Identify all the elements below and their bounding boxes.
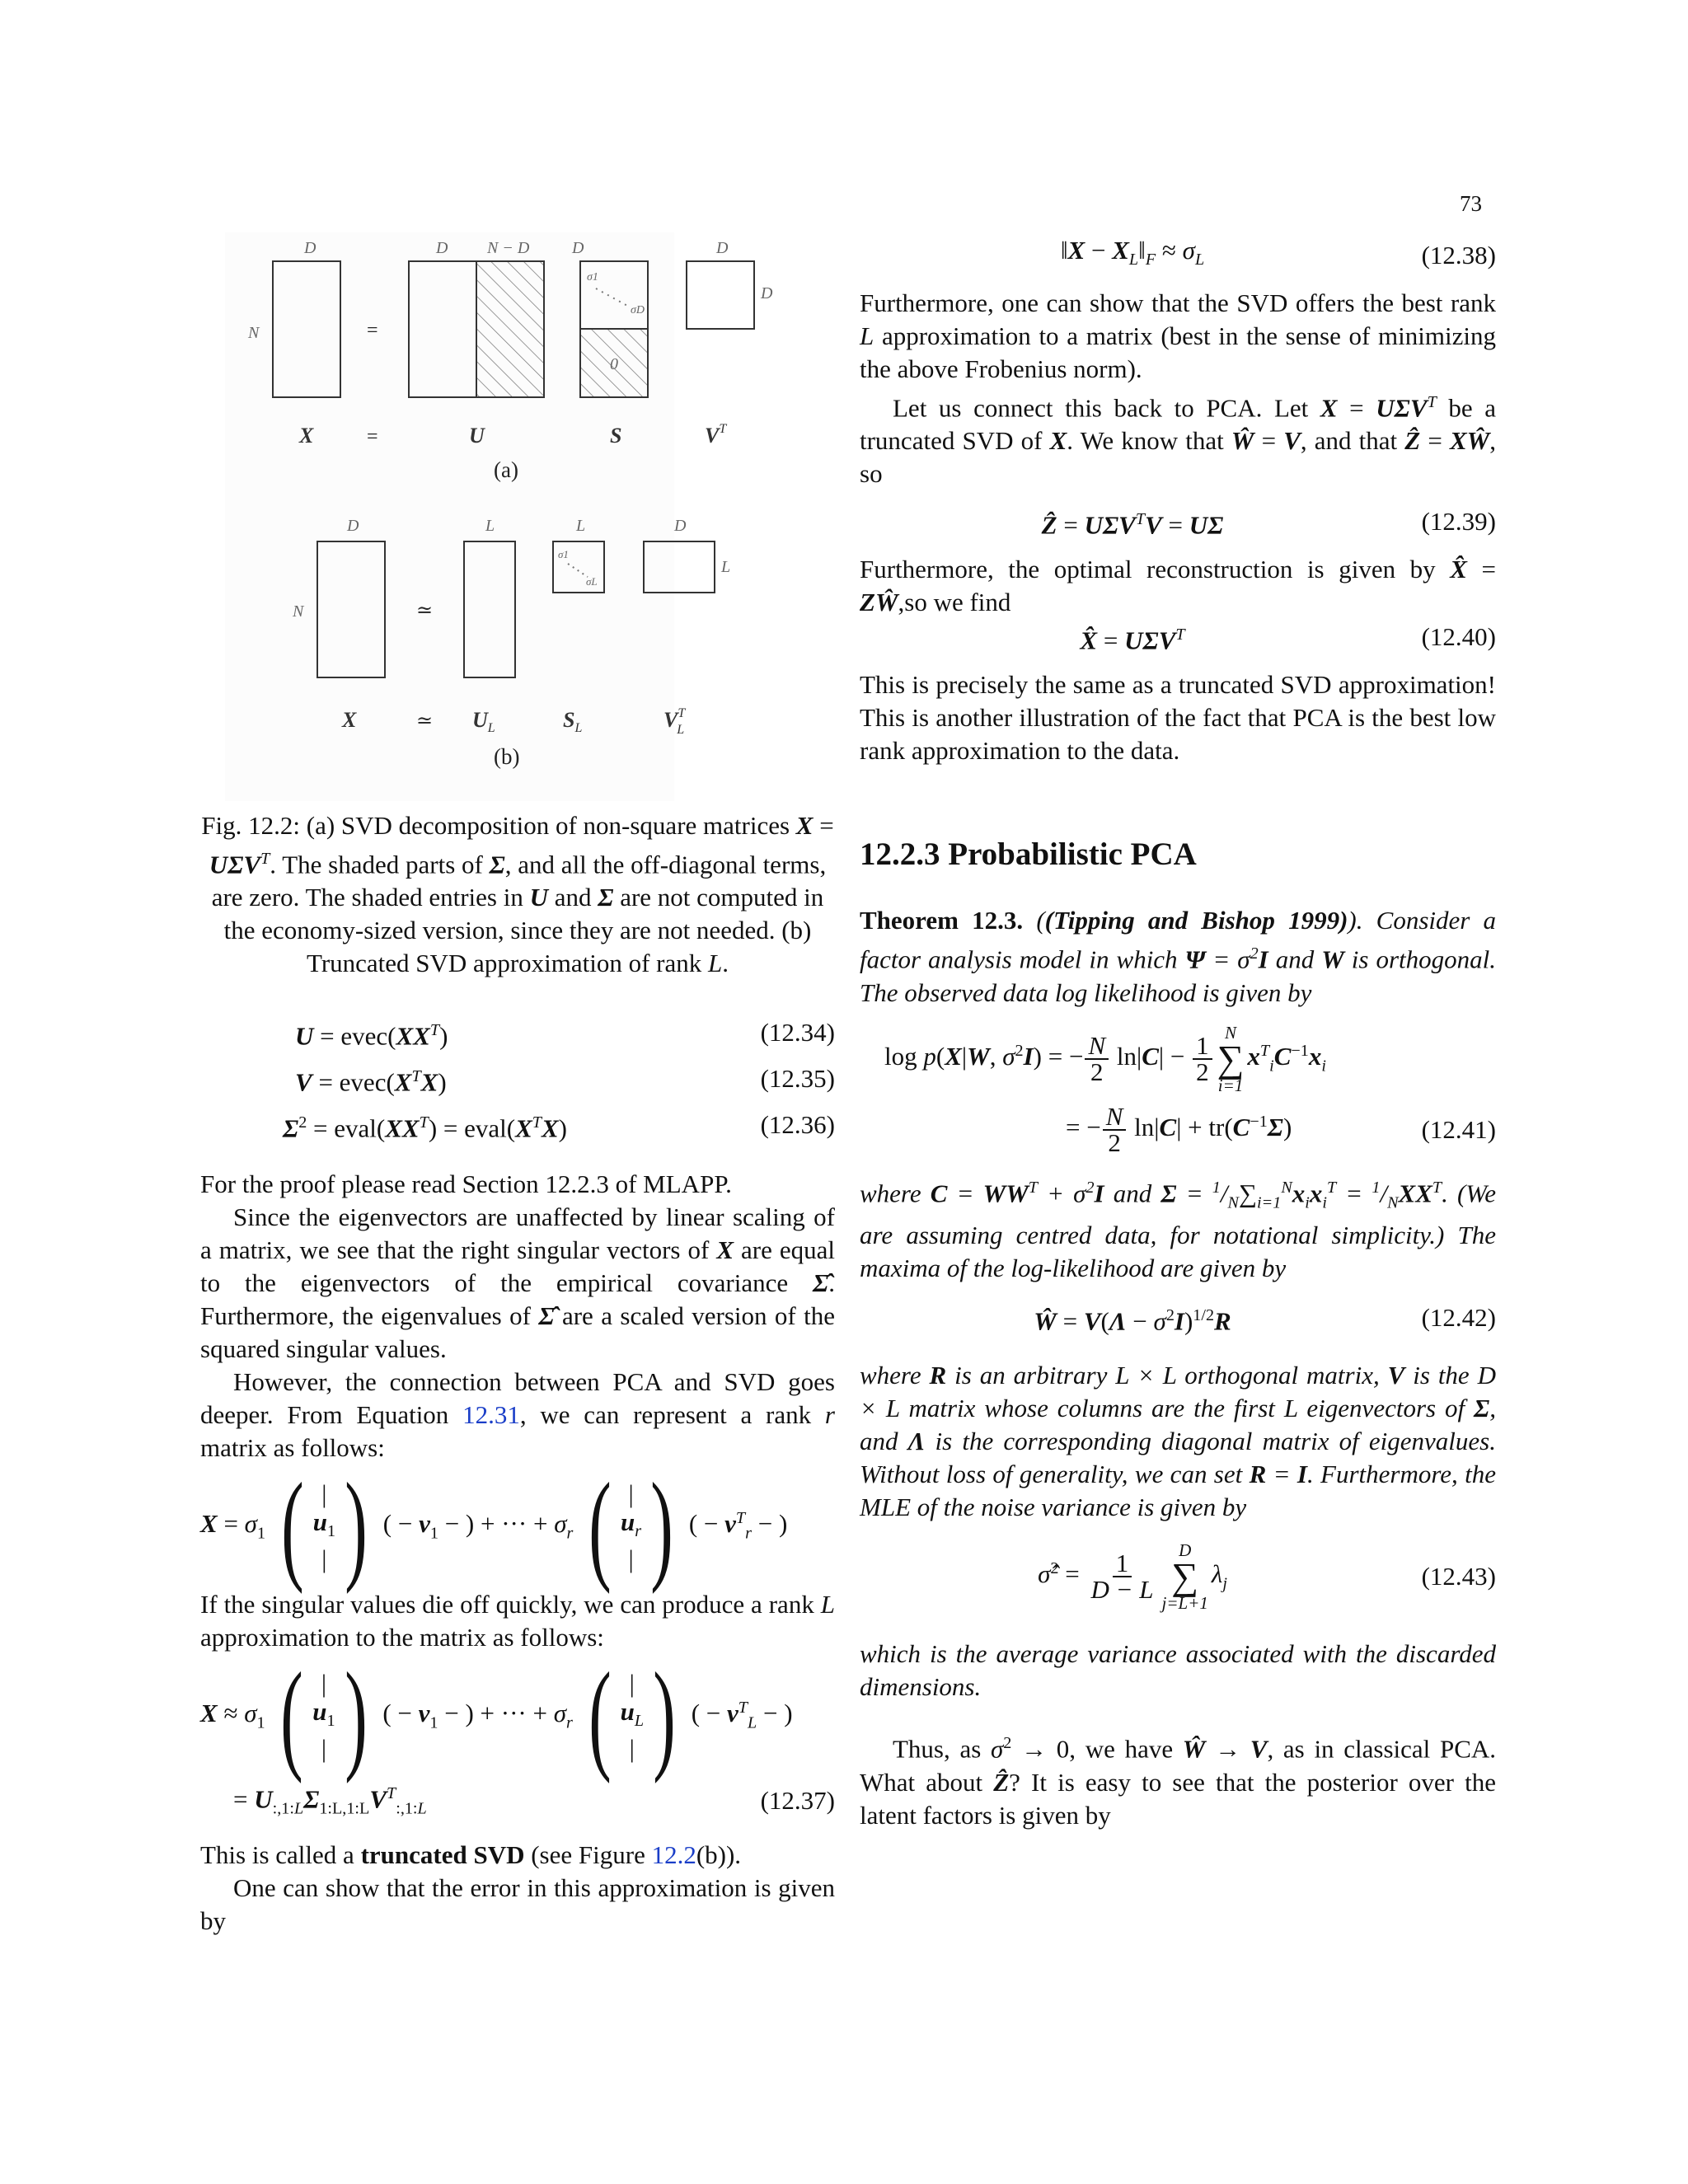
sl-sigma1: σ1 bbox=[558, 548, 569, 560]
eq-rank-r: $X = \sigma_1$ ( | $u_1$ | ) ( − $v_1$ − ) + ··· + $\sigma_r$ ( | $u_r$ | ) ( − $v^T_r$ − ) bbox=[200, 1458, 788, 1596]
lbl-eq-a: = bbox=[367, 426, 378, 448]
lbl-x-b: X bbox=[342, 708, 357, 732]
eq-12-34: $U = evec(XX^T)$ (12.34) bbox=[295, 1018, 835, 1050]
approx-b: ≃ bbox=[416, 600, 434, 621]
where-r-para: where R is an arbitrary L × L orthogonal matrix, V is the D × L matrix whose columns are the first L eigenvectors of Σ, and Λ is the corresponding diagonal matrix of eigenvalues. Without loss of generality, we can set R = I. Furthermore, the MLE of the noise variance is given by bbox=[860, 1361, 1497, 1522]
eq-12-41: = − $\frac{N}{2}$ $\ln|C| + tr(C^{-1}\Sigma)$ (12.41) bbox=[1066, 1101, 1496, 1157]
eq-loglik-1: log p(X|W, $\sigma^2I$) = − $\frac{N}{2}$ ln|C| − $\frac{1}{2}$ N ∑ i=1 $x^T_iC^{-1}x_i$ bbox=[884, 1022, 1326, 1095]
lbl-sl: $S_L$ bbox=[563, 708, 583, 735]
eq-12-36: $\Sigma^2$ = $eval(XX^T)$ = $eval(X^TX)$ (12.36) bbox=[283, 1110, 835, 1142]
svd-diagram bbox=[200, 232, 835, 801]
conn-para: However, the connection between PCA and SVD goes deeper. From Equation 12.31, we can represent a rank r matrix as follows: bbox=[200, 1367, 835, 1463]
label-b-l3: L bbox=[721, 558, 731, 576]
proof-para: For the proof please read Section 12.2.3 of MLAPP. bbox=[200, 1169, 732, 1199]
label-a-d3: D bbox=[572, 239, 584, 257]
eq-12-39: Ẑ = $U\Sigma V^TV = U\Sigma$ (12.39) bbox=[1041, 507, 1496, 539]
lbl-ul: $U_L$ bbox=[472, 708, 495, 735]
theorem-12-3: Theorem 12.3. ((Tipping and Bishop 1999)). Consider a factor analysis model in which $\Psi = \sigma^2I$ and W is orthogonal. The observed data log likelihood is given by bbox=[860, 906, 1497, 1007]
page-number: 73 bbox=[1460, 191, 1482, 216]
label-b-d2: D bbox=[674, 517, 687, 535]
pca-para: Let us connect this back to PCA. Let $X = U\Sigma V^T$ be a truncated SVD of X. We know that Ŵ = V, and that Ẑ = XŴ, so bbox=[860, 393, 1496, 489]
where-cov-para: where $C = WW^T + \sigma^2I$ and $\Sigma = ^1/_N\sum_{i=1}^Nx_ix_i^T = ^1/_NXX^T$. (We are assuming centred data, for notational simplicity.) The maxima of the log-likelihood are given by bbox=[860, 1178, 1497, 1283]
figure-svd bbox=[200, 232, 835, 801]
matrix-u-hatched bbox=[476, 261, 544, 397]
lbl-vl: $V^T$ L bbox=[663, 706, 686, 737]
eq-12-38: ‖X − $X_L‖_F \approx \sigma_L$ (12.38) bbox=[1060, 236, 1496, 269]
label-a-n: N bbox=[248, 324, 260, 342]
tag-a: (a) bbox=[494, 457, 518, 482]
eq-12-42: Ŵ = $V(\Lambda - \sigma^2I)^{1/2}R$ (12.42) bbox=[1034, 1303, 1496, 1335]
label-a-d1: D bbox=[304, 239, 316, 257]
label-a-nd: N − D bbox=[487, 239, 530, 257]
avg-para: which is the average variance associated with the discarded dimensions. bbox=[860, 1639, 1496, 1702]
figure-caption: Fig. 12.2: (a) SVD decomposition of non-square matrices $X = U\Sigma V^T$. The shaded parts of Σ, and all the off-diagonal terms, are zero. The shaded entries in U and Σ are not computed in the economy-sized version, since they are not needed. (b) Truncated SVD approximation of rank L. bbox=[201, 811, 834, 978]
label-b-n: N bbox=[293, 602, 304, 621]
eq-block-evec bbox=[200, 1010, 835, 1148]
label-a-d5: D bbox=[761, 284, 773, 302]
recon-para: Furthermore, the optimal reconstruction is given by X̂ = ZŴ,so we find bbox=[860, 555, 1497, 617]
matrix-v-a bbox=[687, 261, 754, 329]
label-a-d4: D bbox=[716, 239, 729, 257]
label-a-d2: D bbox=[436, 239, 448, 257]
thus-para: Thus, as $\sigma^2 \to 0$, we have Ŵ → V, as in classical PCA. What about Ẑ? It is easy to see that the posterior over the latent factors is given by bbox=[860, 1734, 1497, 1830]
left-column bbox=[200, 232, 835, 1938]
section-heading: 12.2.3 Probabilistic PCA bbox=[860, 837, 1197, 873]
lbl-u-a: U bbox=[469, 424, 485, 448]
s-sigma1: σ1 bbox=[587, 271, 598, 284]
err-para: One can show that the error in this approximation is given by bbox=[200, 1873, 835, 1936]
best-para: Furthermore, one can show that the SVD offers the best rank L approximation to a matrix (best in the sense of minimizing the above Frobenius norm). bbox=[860, 288, 1496, 383]
fig-ref-12-2[interactable]: 12.2 bbox=[651, 1840, 696, 1870]
eq-12-35: $V = evec(X^TX)$ (12.35) bbox=[295, 1064, 835, 1096]
s-sigmad: σD bbox=[631, 304, 645, 316]
eig-para: Since the eigenvectors are unaffected by linear scaling of a matrix, we see that the right singular vectors of X are equal to the eigenvectors of the empirical covariance Σ̂. Furthermore, the eigenvalues of Σ̂ are a scaled version of the squared singular values. bbox=[200, 1202, 836, 1364]
eq-ref-12-31[interactable]: 12.31 bbox=[462, 1400, 520, 1430]
lbl-s-a: S bbox=[610, 424, 622, 448]
s-zero: 0 bbox=[610, 355, 618, 373]
label-b-l1: L bbox=[485, 517, 495, 535]
lbl-x-a: X bbox=[299, 424, 314, 448]
same-para: This is precisely the same as a truncated SVD approximation! This is another illustration of the fact that PCA is the best low rank approximation to the data. bbox=[860, 670, 1496, 766]
sl-sigmal: σL bbox=[586, 575, 598, 588]
eq-a: = bbox=[367, 320, 378, 341]
label-b-d1: D bbox=[347, 517, 359, 535]
lbl-approx-b: ≃ bbox=[416, 710, 434, 732]
label-b-l2: L bbox=[576, 517, 586, 535]
eq-rank-l: $X \approx \sigma_1$ ( | $u_1$ | ) ( − $v_1$ − ) + ··· + $\sigma_r$ ( | $u_L$ | ) ( − $v^T_L$ − ) bbox=[200, 1647, 793, 1785]
right-column bbox=[860, 232, 1496, 1832]
singular-para: If the singular values die off quickly, we can produce a rank L approximation to the matrix as follows: bbox=[200, 1590, 835, 1652]
tag-b: (b) bbox=[494, 744, 520, 769]
eq-12-37: = $U_{:,1:L}\Sigma_{1:L,1:L}V^T_{:,1:L}$ (12.37) bbox=[233, 1784, 835, 1818]
trunc-para: This is called a truncated SVD (see Figure 12.2(b)). bbox=[200, 1840, 742, 1870]
lbl-v-a: $V^T$ bbox=[705, 422, 727, 448]
eq-12-40: X̂ = $U\Sigma V^T$ (12.40) bbox=[1080, 622, 1496, 654]
eq-12-43: σ̂$^2$ = $\frac{1}{D - L}$ D ∑ j=L+1 $\lambda_j$ (12.43) bbox=[1038, 1540, 1496, 1614]
